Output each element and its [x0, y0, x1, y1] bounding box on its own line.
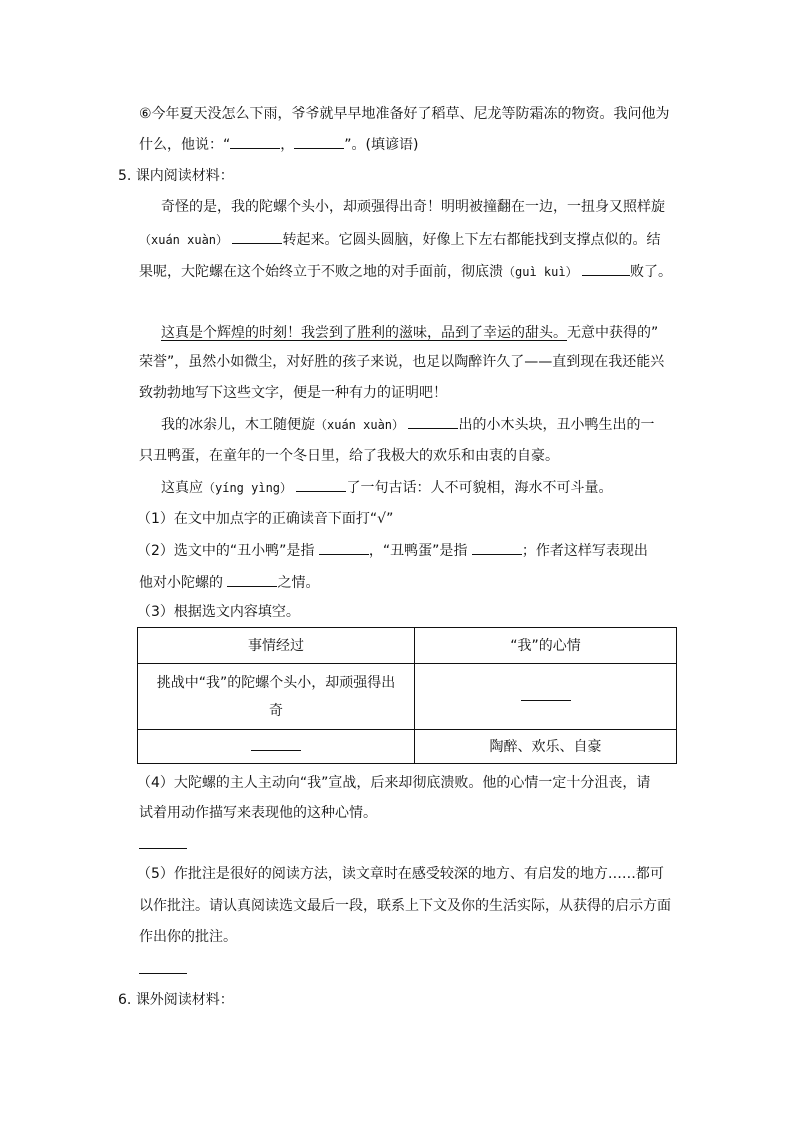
passage-p1-line2: （xuán xuàn） 转起来。它圆头圆脑，好像上下左右都能找到支撑点似的。结	[139, 229, 660, 250]
answer-blank[interactable]	[139, 959, 187, 974]
pinyin-options: （xuán xuàn）	[315, 418, 405, 432]
passage-p2-line3: 致勃勃地写下这些文字，便是一种有力的证明吧！	[139, 385, 447, 401]
subquestion-4-line1: （4）大陀螺的主人主动向“我”宣战，后来却彻底溃败。他的心情一定十分沮丧，请	[137, 775, 651, 791]
subquestion-5-line3: 作出你的批注。	[139, 929, 237, 945]
table-row	[138, 730, 677, 764]
answer-blank[interactable]	[227, 572, 277, 587]
subquestion-2-line2: 他对小陀螺的 之情。	[139, 572, 319, 593]
table-header-cell: 事情经过	[138, 628, 415, 664]
answer-blank[interactable]	[472, 540, 522, 555]
event-mood-table	[137, 627, 677, 764]
subquestion-3: （3）根据选文内容填空。	[137, 604, 300, 620]
passage-p1-line1: 奇怪的是，我的陀螺个头小，却顽强得出奇！明明被撞翻在一边，一扭身又照样旋	[161, 199, 665, 215]
subquestion-5-line2: 以作批注。请认真阅读选文最后一段，联系上下文及你的生活实际，从获得的启示方面	[139, 898, 671, 914]
answer-blank[interactable]	[296, 477, 346, 492]
answer-blank[interactable]	[230, 134, 280, 149]
pinyin-options: （xuán xuàn）	[139, 233, 229, 247]
subquestion-1: （1）在文中加点字的正确读音下面打“√”	[137, 511, 394, 527]
answer-blank[interactable]	[232, 229, 282, 244]
pinyin-options: （guì kuì）	[503, 265, 578, 279]
subquestion-2-line1: （2）选文中的“丑小鸭”是指 ，“丑鸭蛋”是指 ；作者这样写表现出	[137, 540, 648, 561]
table-header-row	[138, 628, 677, 664]
passage-p3-line1: 我的冰尜儿，木工随便旋（xuán xuàn） 出的小木头块，丑小鸭生出的一	[161, 414, 654, 435]
answer-blank[interactable]	[319, 540, 369, 555]
item6-line2: 什么，他说：“ ， ”。(填谚语)	[139, 134, 418, 155]
item6-line1: ⑥今年夏天没怎么下雨，爷爷就早早地准备好了稻草、尼龙等防霜冻的物资。我问他为	[139, 106, 670, 122]
pinyin-options: （yíng yìng）	[203, 481, 293, 495]
table-cell-event: 挑战中“我”的陀螺个头小，却顽强得出 奇	[138, 664, 415, 730]
table-header-cell: “我”的心情	[415, 628, 677, 664]
question-6-heading	[118, 990, 234, 1010]
answer-blank[interactable]	[294, 134, 344, 149]
question-title: 课外阅读材料：	[135, 992, 234, 1008]
passage-p4: 这真应（yíng yìng） 了一句古话：人不可貌相，海水不可斗量。	[161, 477, 612, 498]
answer-blank[interactable]	[139, 834, 187, 849]
question-number: 5.	[118, 168, 132, 184]
table-row	[138, 664, 677, 730]
question-number: 6.	[118, 992, 132, 1008]
answer-line	[139, 959, 187, 980]
subquestion-4-line2: 试着用动作描写来表现他的这种心情。	[139, 805, 377, 821]
table-cell-mood: 陶醉、欢乐、自豪	[415, 730, 677, 764]
passage-p2-line1: 这真是个辉煌的时刻！我尝到了胜利的滋味，品到了幸运的甜头。无意中获得的”	[161, 325, 659, 341]
answer-blank[interactable]	[408, 414, 458, 429]
passage-p1-line3: 果呢，大陀螺在这个始终立于不败之地的对手面前，彻底溃（guì kuì） 败了。	[139, 261, 672, 282]
answer-blank[interactable]	[251, 749, 301, 751]
table-cell-mood[interactable]	[415, 664, 677, 730]
answer-line	[139, 834, 187, 855]
subquestion-5-line1: （5）作批注是很好的阅读方法，读文章时在感受较深的地方、有启发的地方……都可	[137, 866, 664, 882]
table-cell-event[interactable]	[138, 730, 415, 764]
question-title: 课内阅读材料：	[135, 168, 234, 184]
question-5-heading	[118, 166, 234, 186]
passage-p2-line2: 荣誉”，虽然小如微尘，对好胜的孩子来说，也足以陶醉许久了——直到现在我还能兴	[139, 354, 665, 370]
answer-blank[interactable]	[582, 261, 630, 276]
answer-blank[interactable]	[521, 699, 571, 701]
passage-p3-line2: 只丑鸭蛋，在童年的一个冬日里，给了我极大的欢乐和由衷的自豪。	[139, 448, 559, 464]
underlined-sentence: 这真是个辉煌的时刻！我尝到了胜利的滋味，品到了幸运的甜头。	[161, 325, 567, 341]
